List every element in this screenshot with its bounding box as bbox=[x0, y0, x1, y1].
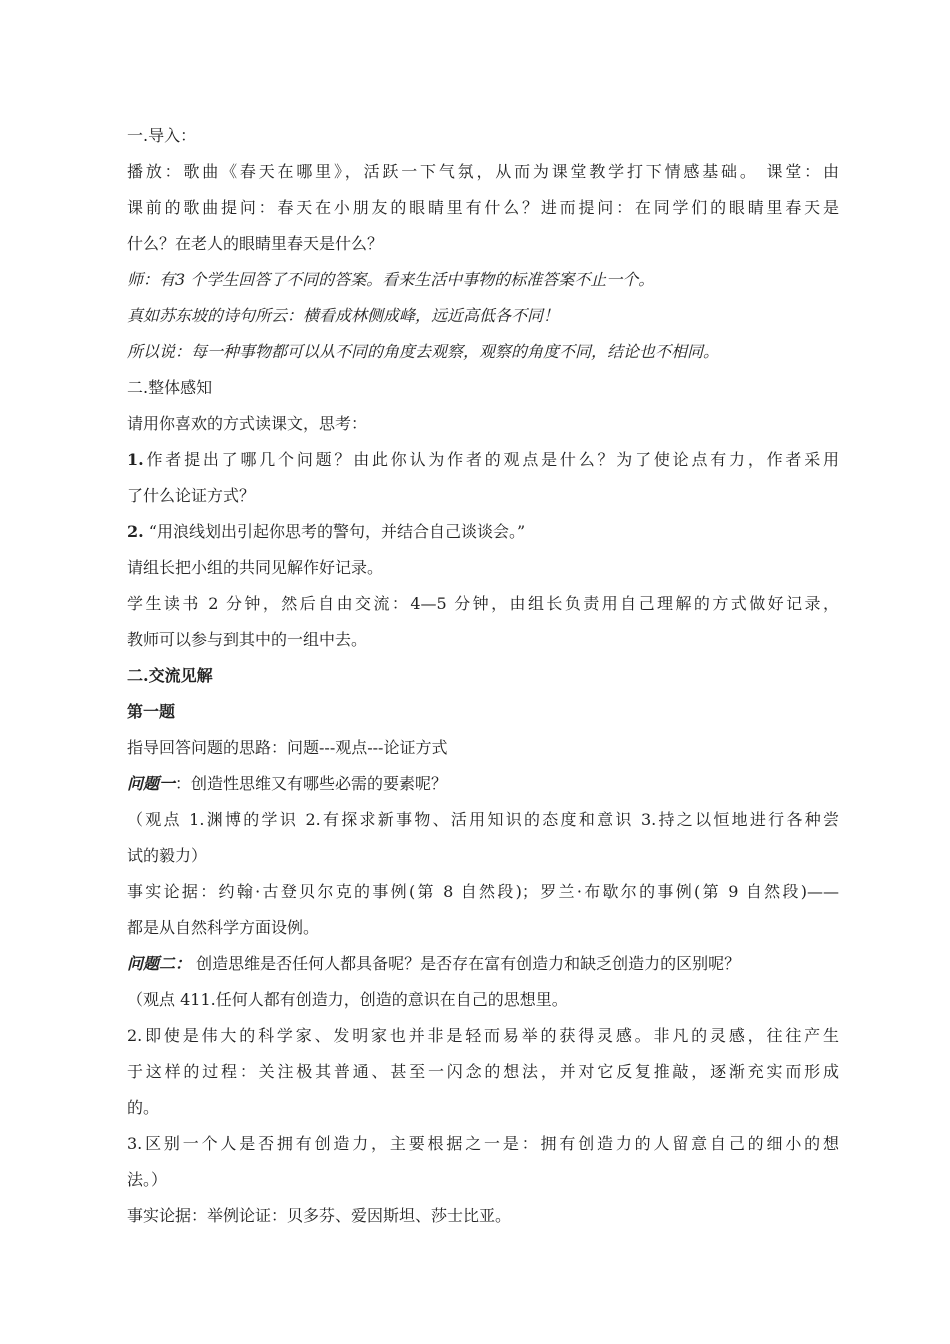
point-2-line: 2.即使是伟大的科学家、发明家也并非是轻而易举的获得灵感。非凡的灵感，往往产生 bbox=[127, 1026, 839, 1045]
point-3-line: 法。） bbox=[127, 1170, 168, 1189]
fact-evidence-2-line: 事实论据：举例论证：贝多芬、爱因斯坦、莎士比亚。 bbox=[127, 1206, 512, 1225]
problem-1-text: ：创造性思维又有哪些必需的要素呢？ bbox=[175, 774, 448, 793]
problem-2-label: 问题二： bbox=[127, 954, 192, 973]
problem-2-text: 创造思维是否任何人都具备呢？是否存在富有创造力和缺乏创造力的区别呢？ bbox=[191, 954, 741, 973]
question-2-number: 2. bbox=[127, 522, 144, 541]
fact-evidence-1-line: 都是从自然科学方面设例。 bbox=[127, 918, 320, 937]
viewpoint-2-line: （观点 411.任何人都有创造力，创造的意识在自己的思想里。 bbox=[127, 990, 568, 1009]
point-3-line: 3.区别一个人是否拥有创造力，主要根据之一是：拥有创造力的人留意自己的细小的想 bbox=[127, 1134, 839, 1153]
intro-paragraph-line: 课前的歌曲提问：春天在小朋友的眼睛里有什么？进而提问：在同学们的眼睛里春天是 bbox=[127, 198, 839, 217]
problem-1-label: 问题一 bbox=[127, 774, 176, 793]
question-2-text: “用浪线划出引起你思考的警句，并结合自己谈谈会。” bbox=[148, 522, 526, 541]
guide-line: 指导回答问题的思路：问题---观点---论证方式 bbox=[127, 738, 448, 757]
intro-paragraph-line: 播放：歌曲《春天在哪里》，活跃一下气氛，从而为课堂教学打下情感基础。 课堂：由 bbox=[127, 162, 839, 181]
teacher-remark: 真如苏东坡的诗句所云：横看成林侧成峰，远近高低各不同！ bbox=[127, 306, 560, 325]
reading-prompt: 请用你喜欢的方式读课文，思考： bbox=[127, 414, 368, 433]
fact-evidence-1-line: 事实论据：约翰·古登贝尔克的事例(第 8 自然段)；罗兰·布歇尔的事例(第 9 自然段)—— bbox=[127, 882, 839, 901]
intro-paragraph-line: 什么？在老人的眼睛里春天是什么？ bbox=[127, 234, 384, 253]
viewpoint-1-line: 试的毅力） bbox=[127, 846, 208, 865]
problem-2-line bbox=[127, 946, 839, 982]
question-1-line bbox=[127, 442, 839, 478]
problem-1-line bbox=[127, 766, 839, 802]
first-question-heading: 第一题 bbox=[127, 702, 176, 721]
reading-instruction-line: 教师可以参与到其中的一组中去。 bbox=[127, 630, 368, 649]
teacher-remark: 所以说：每一种事物都可以从不同的角度去观察，观察的角度不同，结论也不相同。 bbox=[127, 342, 720, 361]
question-2-line bbox=[127, 514, 839, 550]
section-heading-exchange: 二.交流见解 bbox=[127, 666, 213, 685]
question-1-number: 1. bbox=[127, 450, 144, 469]
question-1-line: 了什么论证方式？ bbox=[127, 486, 256, 505]
document-page bbox=[127, 118, 839, 1234]
section-heading-intro: 一.导入： bbox=[127, 126, 197, 145]
point-2-line: 于这样的过程：关注极其普通、甚至一闪念的想法，并对它反复推敲，逐渐充实而形成 bbox=[127, 1062, 839, 1081]
question-1-text: 作者提出了哪几个问题？由此你认为作者的观点是什么？为了使论点有力，作者采用 bbox=[143, 450, 839, 469]
viewpoint-1-line: （观点 1.渊博的学识 2.有探求新事物、活用知识的态度和意识 3.持之以恒地进行各种尝 bbox=[127, 810, 839, 829]
reading-instruction-line: 学生读书 2 分钟，然后自由交流：4—5 分钟，由组长负责用自己理解的方式做好记录， bbox=[127, 594, 839, 613]
section-heading-overall: 二.整体感知 bbox=[127, 378, 213, 397]
teacher-remark: 师：有3 个学生回答了不同的答案。看来生活中事物的标准答案不止一个。 bbox=[127, 270, 655, 289]
group-record-instruction: 请组长把小组的共同见解作好记录。 bbox=[127, 558, 384, 577]
point-2-line: 的。 bbox=[127, 1098, 160, 1117]
